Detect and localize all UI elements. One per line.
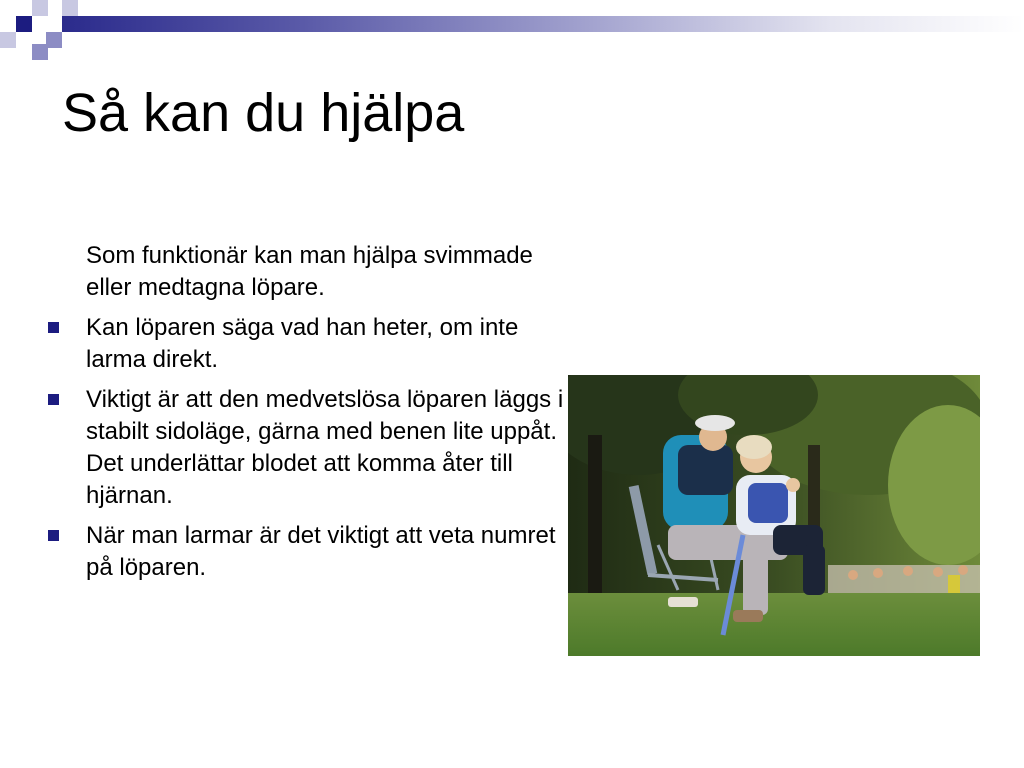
photo-illustration [568, 375, 980, 656]
square-bullet-icon [48, 322, 59, 333]
header-square [0, 32, 16, 48]
list-item [48, 384, 578, 512]
header-square [62, 0, 78, 16]
square-bullet-icon [48, 394, 59, 405]
header-gradient-bar [62, 16, 1024, 32]
list-item-text: Kan löparen säga vad han heter, om inte larma direkt. [86, 314, 519, 373]
bullet-list [48, 240, 578, 592]
list-item-text: Viktigt är att den medvetslösa löparen läggs i stabilt sidoläge, gärna med benen lite uppåt. Det underlättar blodet att komma åter till hjärnan. [86, 386, 564, 509]
list-item-text: Som funktionär kan man hjälpa svimmade eller medtagna löpare. [86, 242, 533, 301]
list-item [48, 520, 578, 584]
list-item [48, 240, 578, 304]
header-square [46, 32, 62, 48]
list-item-text: När man larmar är det viktigt att veta numret på löparen. [86, 522, 556, 581]
header-square [16, 16, 32, 32]
list-item [48, 312, 578, 376]
header-square [32, 0, 48, 16]
photo-elderly-couple [568, 375, 980, 656]
slide-title: Så kan du hjälpa [62, 83, 465, 143]
square-bullet-icon [48, 530, 59, 541]
header-square [32, 44, 48, 60]
